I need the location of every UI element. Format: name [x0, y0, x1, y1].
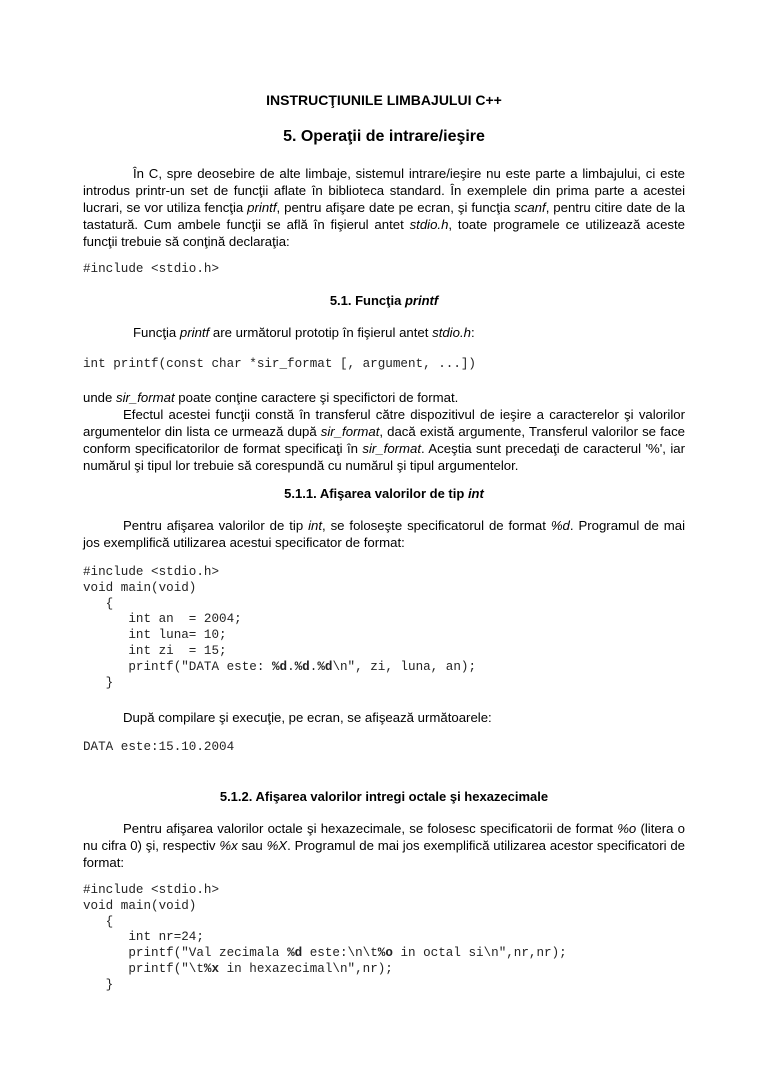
- code-line: }: [83, 977, 114, 992]
- code-line: }: [83, 675, 114, 690]
- code-line: printf("\t%x in hexazecimal\n",nr);: [83, 961, 393, 976]
- printf-effect-paragraph: Efectul acestei funcţii constă în transferul către dispozitivul de ieşire a caracterelor şi valorilor argumentelor din lista ce urmează după sir_format, dacă există argumente, Transferul valorilor se face conform specificatorilor de format specificaţi în sir_format. Aceştia sunt precedaţi de caracterul '%', iar numărul şi tipul lor trebuie să corespundă cu numărul şi tipul argumentelor.: [83, 407, 686, 473]
- printf-prototype: int printf(const char *sir_format [, argument, ...]): [83, 357, 476, 371]
- printf-prototype-intro: Funcţia printf are următorul prototip în fişierul antet stdio.h:: [133, 325, 475, 340]
- code-line: #include <stdio.h>: [83, 883, 220, 897]
- include-directive: #include <stdio.h>: [83, 262, 220, 276]
- code-line: {: [83, 914, 114, 929]
- code-line: printf("DATA este: %d.%d.%d\n", zi, luna, an);: [83, 659, 477, 674]
- sir-format-note: unde sir_format poate conţine caractere şi specifictori de format.: [83, 390, 459, 405]
- section-title: 5. Operaţii de intrare/ieşire: [283, 128, 485, 145]
- subsection-title-5-1-1: 5.1.1. Afişarea valorilor de tip int: [284, 486, 484, 501]
- code-line: int nr=24;: [83, 930, 204, 945]
- intro-paragraph: În C, spre deosebire de alte limbaje, sistemul intrare/ieşire nu este parte a limbajului, ci este introdus printr-un set de funcţii aflate în biblioteca standard. În exemplele din prima parte a acestei lucrari, se vor utiliza fencţia printf, pentru afişare date pe ecran, şi funcţia scanf, pentru citire date de la tastatură. Cum ambele funcţii se află în fişierul antet stdio.h, toate programele ce utilizează aceste funcţii trebuie să conţină declaraţia:: [83, 166, 685, 249]
- octal-hex-paragraph: Pentru afişarea valorilor octale şi hexazecimale, se folosesc specificatorii de format %o (litera o nu cifra 0) şi, respectiv %x sau %X. Programul de mai jos exemplifică utilizarea acestor specificatori de format:: [83, 821, 685, 870]
- code-line: int zi = 15;: [83, 643, 227, 658]
- format-specifier: %d: [317, 659, 333, 674]
- code-line: printf("Val zecimala %d este:\n\t%o in octal si\n",nr,nr);: [83, 946, 567, 961]
- code-line: {: [83, 596, 114, 611]
- int-format-paragraph: Pentru afişarea valorilor de tip int, se foloseşte specificatorul de format %d. Programul de mai jos exemplifică utilizarea acestui specificator de format:: [83, 518, 685, 550]
- program-output: DATA este:15.10.2004: [83, 740, 235, 754]
- subsection-title-5-1: 5.1. Funcţia printf: [329, 293, 439, 308]
- after-compile-text: După compilare şi execuţie, pe ecran, se afişează următoarele:: [123, 710, 492, 725]
- document-title: INSTRUCŢIUNILE LIMBAJULUI C++: [266, 92, 502, 108]
- code-block-octal-hex-example: [83, 883, 567, 994]
- code-line: int luna= 10;: [83, 628, 227, 643]
- format-specifier: %d: [271, 659, 288, 674]
- subsection-title-5-1-2: 5.1.2. Afişarea valorilor intregi octale şi hexazecimale: [219, 789, 549, 804]
- format-specifier: %d: [294, 659, 310, 674]
- format-specifier: %o: [377, 946, 393, 961]
- code-line: int an = 2004;: [83, 612, 242, 627]
- code-line: void main(void): [83, 580, 197, 595]
- code-line: void main(void): [83, 898, 197, 913]
- format-specifier: %x: [203, 961, 220, 976]
- code-block-int-example: [83, 565, 476, 691]
- format-specifier: %d: [287, 946, 303, 961]
- code-line: #include <stdio.h>: [83, 565, 220, 579]
